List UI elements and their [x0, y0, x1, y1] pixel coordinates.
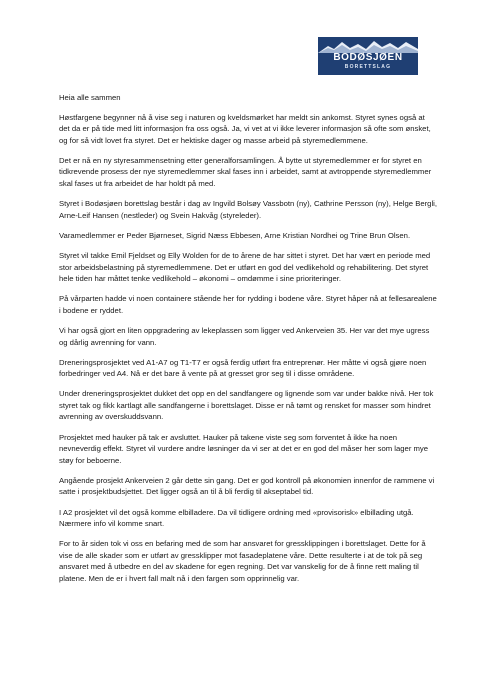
- logo-subtitle: BORETTSLAG: [344, 64, 392, 70]
- paragraph: På vårparten hadde vi noen containere stående her for rydding i bodene våre. Styret håper nå at fellesarealene i bodene er ryddet.: [59, 294, 437, 315]
- paragraph: For to år siden tok vi oss en befaring med de som har ansvaret for gressklippingen i borettslaget. Dette for å vise de alle skader som er utført av gressklipper mot fasadeplatene våre. Dette resulterte i at de tok på seg ansvaret med å utbedre en del av skadene for egen regning. Det var vanskelig for de å finne rett maling til platene. Men de er i hvert fall malt nå i den fargen som opprinnelig var.: [59, 539, 426, 583]
- paragraph: Styret i Bodøsjøen borettslag består i dag av Ingvild Bolsøy Vassbotn (ny), Cathrine Persson (ny), Helge Bergli, Arne-Leif Hansen (nestleder) og Svein Hakvåg (styreleder).: [59, 199, 437, 220]
- paragraph: Varamedlemmer er Peder Bjørneset, Sigrid Næss Ebbesen, Arne Kristian Nordhei og Trine Brun Olsen.: [59, 230, 411, 240]
- letter-body: [59, 92, 437, 593]
- greeting: Heia alle sammen: [59, 93, 121, 102]
- paragraph: Vi har også gjort en liten oppgradering av lekeplassen som ligger ved Ankerveien 35. Her var det mye ugress og dårlig avrenning for vann.: [59, 325, 430, 347]
- paragraph: I A2 prosjektet vil det også komme elbilladere. Da vil tidligere ordning med «provisorisk» elbillading utgå. Nærmere info vil komme snart.: [59, 507, 414, 529]
- paragraph: Prosjektet med hauker på tak er avsluttet. Hauker på takene viste seg som forventet å ikke ha noen nevneverdig effekt. Styret vil vurdere andre løsninger da vi ser at det er en god del måser her som lager mye støy for beboerne.: [59, 432, 429, 465]
- paragraph: Høstfargene begynner nå å vise seg i naturen og kveldsmørket har meldt sin ankomst. Styret synes også at det da er på tide med litt informasjon fra oss også. Ja, vi vet at vi ikke leverer informasjon så ofte som ønsket, og for så vidt lovet fra styret. Det er hektiske dager og masse arbeid på styremedlemmene.: [59, 112, 431, 145]
- paragraph: Under dreneringsprosjektet dukket det opp en del sandfangere og lignende som var under bakke nivå. Her tok styret tak og fikk kartlagt alle sandfangerne i borettslaget. Disse er nå tømt og rensket for masser som hindret avrenning av overskuddsvann.: [59, 389, 434, 422]
- logo-name: BODØSJØEN: [333, 52, 403, 63]
- paragraph: Dreneringsprosjektet ved A1-A7 og T1-T7 er også ferdig utført fra entreprenør. Her måtte vi også gjøre noen forbedringer ved A4. Nå er det bare å vente på at gresset gror seg til i disse områdene.: [59, 357, 427, 379]
- paragraph: Styret vil takke Emil Fjeldset og Elly Wolden for de to årene de har sittet i styret. Det har vært en periode med stor arbeidsbelastning på styremedlemmene. Det er utført en god del vedlikehold og rehabilitering. Det styret hele tiden har måttet tenke vedlikehold – økonomi – omdømme i sine prioriteringer.: [59, 250, 431, 284]
- borettslag-logo: [318, 37, 418, 75]
- paragraph: Det er nå en ny styresammensetning etter generalforsamlingen. Å bytte ut styremedlemmer er for styret en tidkrevende prosess der nye styremedlemmer skal fases inn i arbeidet, samt at avtroppende styremedlemmer skal fases ut fra arbeidet de har holdt på med.: [59, 155, 432, 189]
- paragraph: Angående prosjekt Ankerveien 2 går dette sin gang. Det er god kontroll på økonomien innenfor de rammene vi satte i prosjektbudsjettet. Det ligger også an til å bli ferdig til akseptabel tid.: [59, 475, 435, 497]
